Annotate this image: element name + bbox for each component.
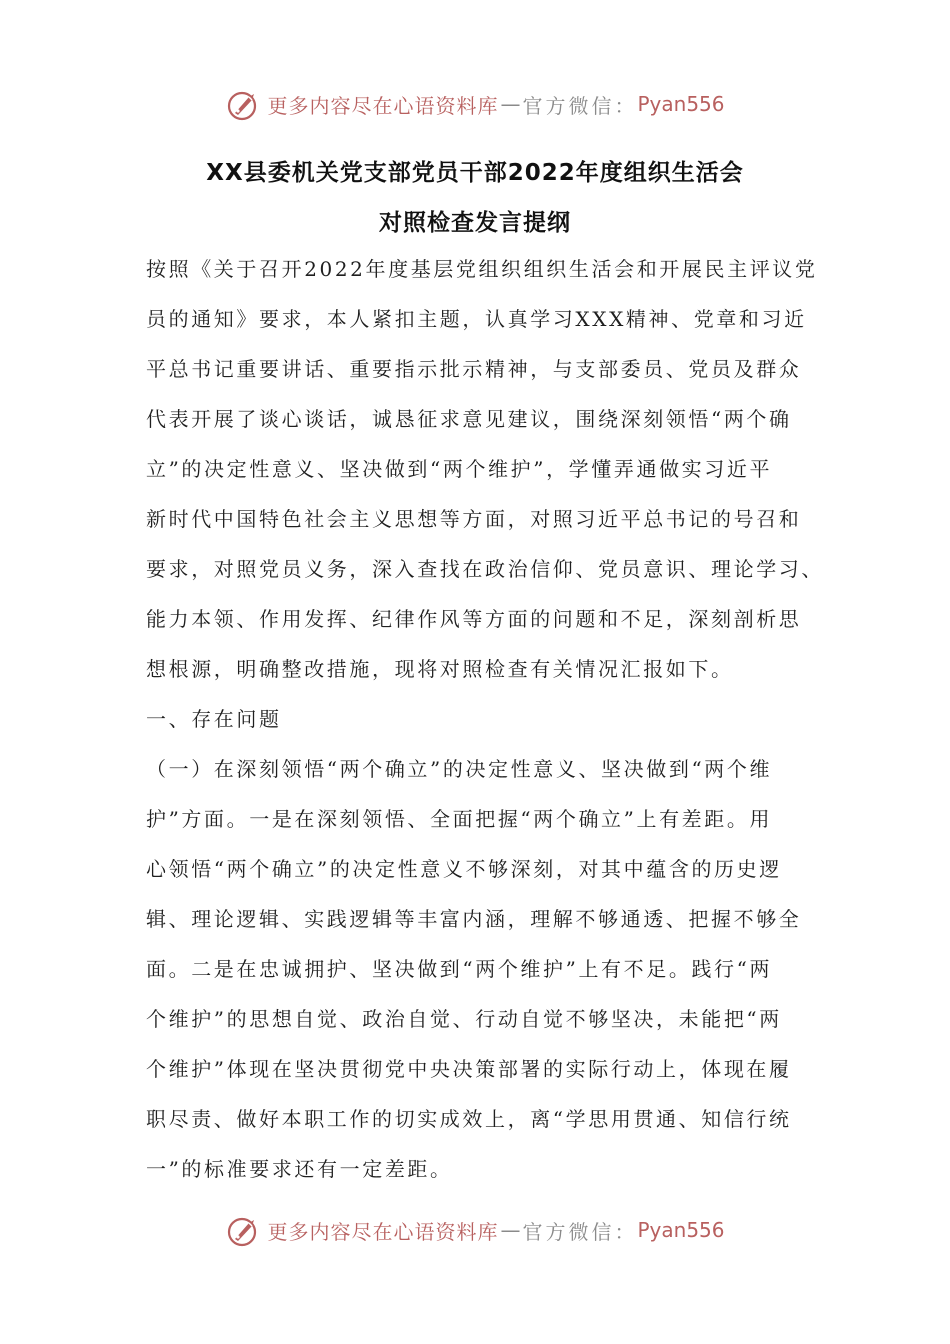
section-heading: 一、存在问题 — [146, 707, 282, 731]
body-line: 个维护”体现在坚决贯彻党中央决策部署的实际行动上，体现在履 — [146, 1057, 792, 1081]
banner-slogan: 更多内容尽在心语资料库 — [267, 1219, 499, 1244]
body-line: 立”的决定性意义、坚决做到“两个维护”，学懂弄通做实习近平 — [146, 457, 773, 481]
body-line: 心领悟“两个确立”的决定性意义不够深刻，对其中蕴含的历史逻 — [146, 857, 782, 881]
body-line: 护”方面。一是在深刻领悟、全面把握“两个确立”上有差距。用 — [146, 807, 773, 831]
body-line: 员的通知》要求，本人紧扣主题，认真学习XXX精神、党章和习近 — [146, 307, 807, 331]
body-line: 一”的标准要求还有一定差距。 — [146, 1157, 453, 1181]
banner-slogan: 更多内容尽在心语资料库 — [267, 93, 499, 118]
body-line: 想根源，明确整改措施，现将对照检查有关情况汇报如下。 — [146, 657, 734, 681]
banner-account-id: Pyan556 — [637, 92, 725, 116]
document-title-line-2: 对照检查发言提纲 — [379, 210, 571, 236]
body-line: （一）在深刻领悟“两个确立”的决定性意义、坚决做到“两个维 — [146, 757, 773, 781]
banner-account-id: Pyan556 — [637, 1218, 725, 1242]
footer-watermark-banner — [0, 1210, 950, 1250]
body-line: 新时代中国特色社会主义思想等方面，对照习近平总书记的号召和 — [146, 507, 802, 531]
body-line: 能力本领、作用发挥、纪律作风等方面的问题和不足，深刻剖析思 — [146, 607, 802, 631]
banner-dash: — — [500, 1218, 521, 1242]
banner-official-label: 官方微信： — [522, 93, 638, 118]
body-line: 面。二是在忠诚拥护、坚决做到“两个维护”上有不足。践行“两 — [146, 957, 773, 981]
body-line: 职尽责、做好本职工作的切实成效上，离“学思用贯通、知信行统 — [146, 1107, 792, 1131]
body-line: 辑、理论逻辑、实践逻辑等丰富内涵，理解不够通透、把握不够全 — [146, 907, 802, 931]
header-watermark-banner — [0, 84, 950, 124]
body-line: 代表开展了谈心谈话，诚恳征求意见建议，围绕深刻领悟“两个确 — [146, 407, 792, 431]
banner-official-label: 官方微信： — [522, 1219, 638, 1244]
body-line: 按照《关于召开2022年度基层党组织组织生活会和开展民主评议党 — [146, 257, 818, 281]
document-title-line-1: XX县委机关党支部党员干部2022年度组织生活会 — [206, 160, 744, 186]
banner-dash: — — [500, 92, 521, 116]
pen-nib-seal-icon — [225, 85, 263, 123]
body-line: 个维护”的思想自觉、政治自觉、行动自觉不够坚决，未能把“两 — [146, 1007, 782, 1031]
body-line: 平总书记重要讲话、重要指示批示精神，与支部委员、党员及群众 — [146, 357, 802, 381]
document-body — [146, 244, 824, 1194]
body-line: 要求，对照党员义务，深入查找在政治信仰、党员意识、理论学习、 — [146, 557, 824, 581]
pen-nib-seal-icon — [225, 1211, 263, 1249]
